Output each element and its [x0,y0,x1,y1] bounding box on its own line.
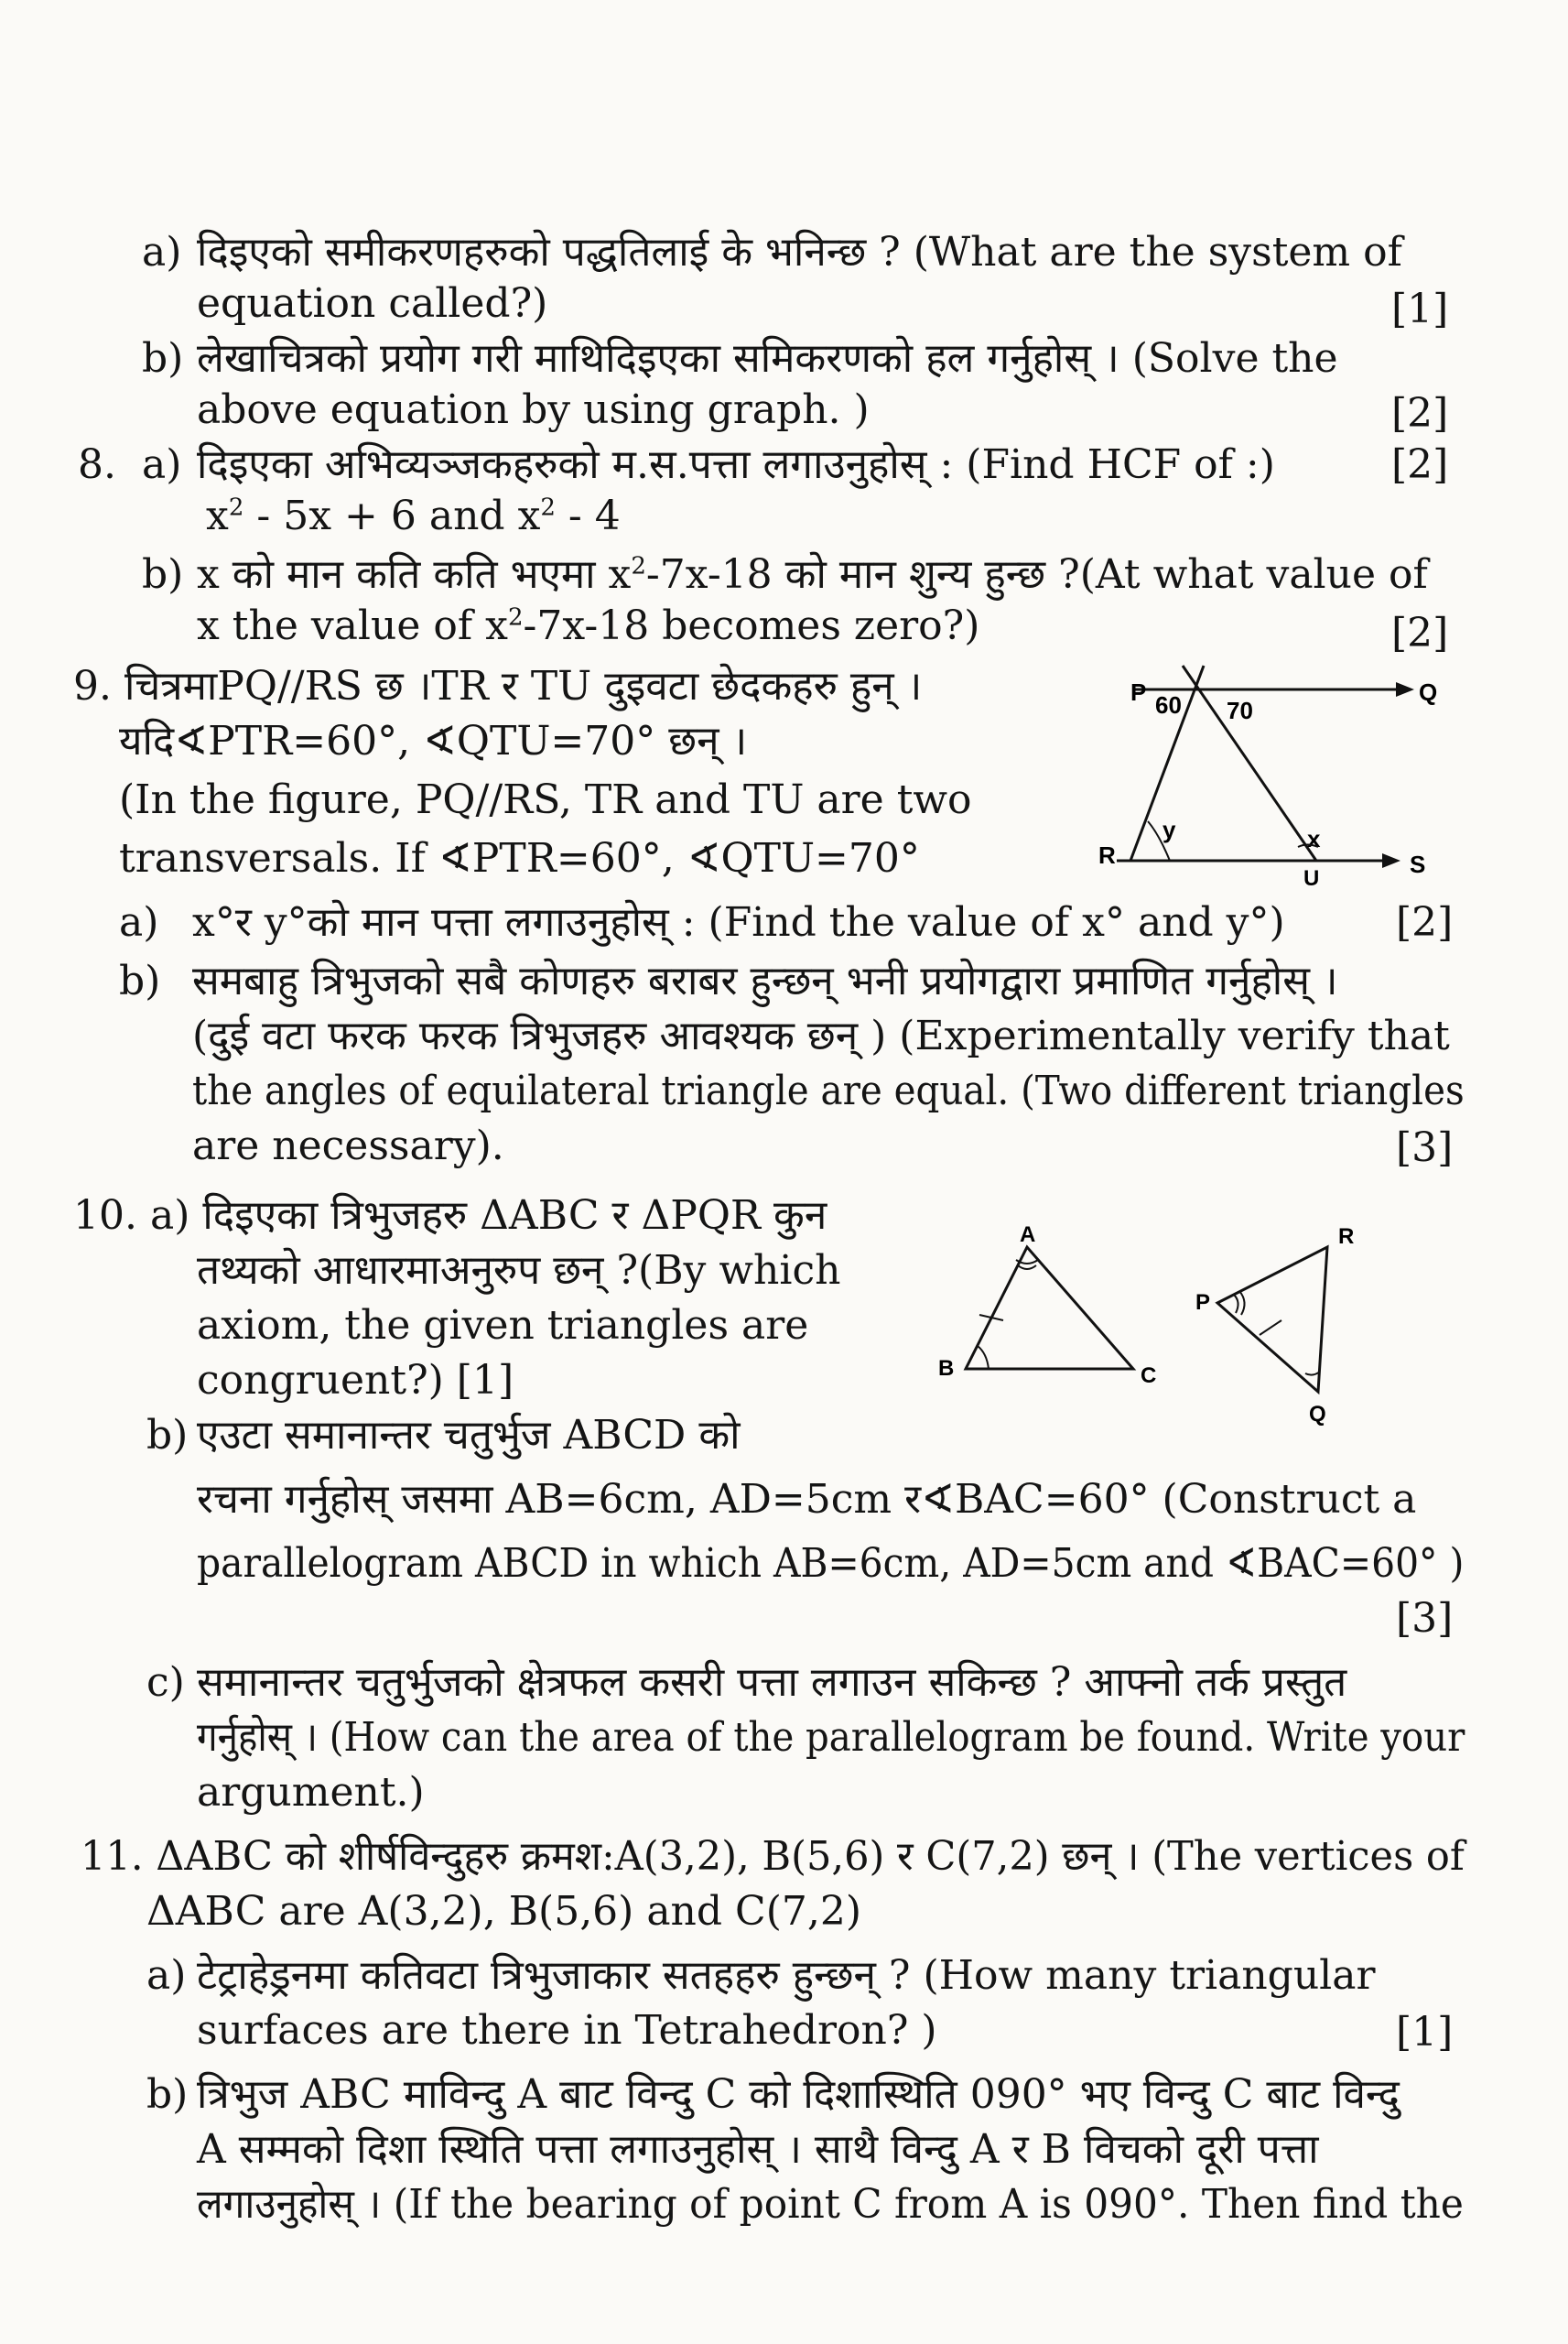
fig9-label-p: P [1130,678,1147,706]
fig9-label-s: S [1410,851,1426,878]
q8-number: 8. [78,441,116,488]
q10c-line1: समानान्तर चतुर्भुजको क्षेत्रफल कसरी पत्ता लगाउन सकिन्छ ? आफ्नो तर्क प्रस्तुत [197,1659,1347,1706]
q9b-marks: [3] [1396,1124,1454,1171]
q9b-line4: are necessary). [192,1123,504,1169]
q11b-label: b) [146,2071,189,2118]
q7a-marks: [1] [1391,286,1449,332]
fig9-angle-60: 60 [1155,691,1182,719]
q10c-line3: argument.) [197,1769,425,1816]
q9a-marks: [2] [1396,899,1454,946]
q7a-line2: equation called?) [197,280,548,327]
fig10-label-q: Q [1309,1402,1326,1427]
q10b-line1: एउटा समानान्तर चतुर्भुज ABCD को [197,1412,741,1459]
q11a-label: a) [146,1952,187,1999]
fig10-label-p: P [1195,1290,1211,1315]
q9-line1: 9. चित्रमाPQ//RS छ ।TR र TU दुइवटा छेदकहरु हुन् । [73,663,923,710]
q9-line3: (In the figure, PQ//RS, TR and TU are two [119,776,972,823]
q8b-marks: [2] [1391,610,1449,657]
q9-line2: यदि∢PTR=60°, ∢QTU=70° छन् । [119,718,748,765]
q8b-line2: x the value of $x^2-7x-18$ becomes zero?) [197,602,980,649]
q11a-line2: surfaces are there in Tetrahedron? ) [197,2007,937,2054]
q10c-label: c) [146,1659,185,1706]
fig10-label-c: C [1141,1363,1157,1388]
q10b-line2: रचना गर्नुहोस् जसमा AB=6cm, AD=5cm र∢BAC=60° (Construct a [197,1476,1417,1523]
q7b-line2: above equation by using graph. ) [197,386,870,433]
q8b-line1: x को मान कति कति भएमा $x^2-7x-18$ को मान शुन्य हुन्छ ?(At what value of [197,551,1428,598]
q7a-line1: दिइएको समीकरणहरुको पद्धतिलाई के भनिन्छ ? (What are the system of [197,229,1402,276]
fig9-label-q: Q [1419,678,1438,706]
q9-line4: transversals. If ∢PTR=60°, ∢QTU=70° [119,835,920,882]
q10b-line3: parallelogram ABCD in which AB=6cm, AD=5cm and ∢BAC=60° ) [197,1540,1465,1587]
fig9-label-r: R [1098,841,1116,869]
q8a-expression: $x^2 - 5x + 6$ and $x^2 - 4$ [206,493,621,539]
q11-line2: ΔABC are A(3,2), B(5,6) and C(7,2) [146,1888,862,1935]
q11b-line1: त्रिभुज ABC माविन्दु A बाट विन्दु C को दिशास्थिति 090° भए विन्दु C बाट विन्दु [197,2071,1400,2118]
q9-parallel-lines-figure [1080,655,1446,891]
q11b-line2: A सम्मको दिशा स्थिति पत्ता लगाउनुहोस् । साथै विन्दु A र B विचको दूरी पत्ता [197,2126,1319,2173]
q11b-line3: लगाउनुहोस् । (If the bearing of point C from A is 090°. Then find the [197,2181,1464,2228]
q9b-line3: the angles of equilateral triangle are equal. (Two different triangles [192,1068,1465,1114]
q8a-line1: दिइएका अभिव्यञ्जकहरुको म.स.पत्ता लगाउनुहोस् : (Find HCF of :) [197,441,1275,488]
q10a-line3: axiom, the given triangles are [197,1302,809,1349]
q10a-line4: congruent?) [1] [197,1357,514,1404]
fig9-label-y: y [1162,816,1176,843]
q10-congruent-triangles-figure [925,1218,1410,1428]
q9a-text: x°र y°को मान पत्ता लगाउनुहोस् : (Find the value of x° and y°) [192,899,1285,946]
q10c-line2: गर्नुहोस् । (How can the area of the parallelogram be found. Write your [197,1714,1465,1761]
q8a-label: a) [142,441,182,488]
q10a-line1: 10. a) दिइएका त्रिभुजहरु ΔABC र ΔPQR कुन [73,1192,827,1239]
fig9-label-u: U [1303,866,1320,891]
q7b-marks: [2] [1391,390,1449,437]
q10b-label: b) [146,1412,189,1459]
q9b-label: b) [119,958,161,1004]
q11a-marks: [1] [1396,2009,1454,2056]
q9b-line1: समबाहु त्रिभुजको सबै कोणहरु बराबर हुन्छन् भनी प्रयोगद्वारा प्रमाणित गर्नुहोस् । [192,958,1338,1004]
fig10-label-a: A [1020,1222,1036,1247]
q7b-line1: लेखाचित्रको प्रयोग गरी माथिदिइएका समिकरणको हल गर्नुहोस् । (Solve the [197,335,1338,382]
fig9-angle-70: 70 [1227,697,1253,724]
q9a-label: a) [119,899,159,946]
q7a-label: a) [142,229,182,276]
fig9-label-x: x [1307,825,1321,852]
q8b-label: b) [142,551,184,598]
q9b-line2: (दुई वटा फरक फरक त्रिभुजहरु आवश्यक छन् ) (Experimentally verify that [192,1013,1450,1059]
fig10-label-b: B [938,1356,955,1381]
q11a-line1: टेट्राहेड्रनमा कतिवटा त्रिभुजाकार सतहहरु हुन्छन् ? (How many triangular [197,1952,1376,1999]
q11-line1: 11. ΔABC को शीर्षविन्दुहरु क्रमश:A(3,2), B(5,6) र C(7,2) छन् । (The vertices of [81,1833,1465,1880]
fig10-label-r: R [1338,1224,1355,1249]
q10b-marks: [3] [1396,1595,1454,1642]
q10a-line2: तथ्यको आधारमाअनुरुप छन् ?(By which [197,1247,841,1294]
q7b-label: b) [142,335,184,382]
q8a-marks: [2] [1391,441,1449,488]
